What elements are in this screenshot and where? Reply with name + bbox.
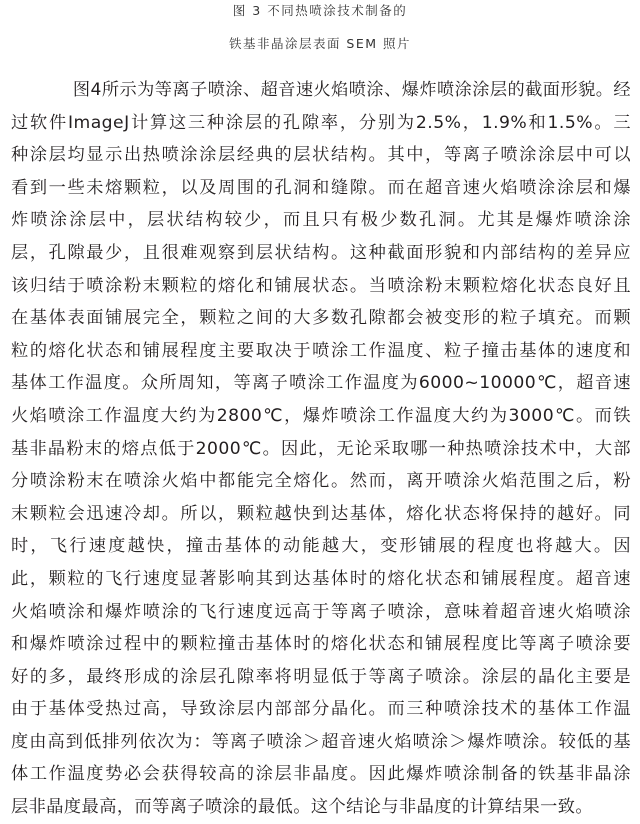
- paragraph-line: 末颗粒会迅速冷却。所以，颗粒越快到达基体，熔化状态将保持的越好。同: [11, 503, 631, 524]
- paragraph-line: 基非晶粉末的熔点低于2000℃。因此，无论采取哪一种热喷涂技术中，大部: [11, 438, 631, 459]
- paragraph-line: 层，孔隙最少，且很难观察到层状结构。这种截面形貌和内部结构的差异应: [11, 242, 631, 263]
- paragraph-line: 火焰喷涂工作温度大约为2800℃，爆炸喷涂工作温度大约为3000℃。而铁: [11, 405, 631, 426]
- paragraph-line: 度由高到低排列依次为：等离子喷涂＞超音速火焰喷涂＞爆炸喷涂。较低的基: [11, 731, 631, 752]
- paragraph-line: 好的多，最终形成的涂层孔隙率将明显低于等离子喷涂。涂层的晶化主要是: [11, 666, 631, 687]
- figure-caption-line-1: 图 3 不同热喷涂技术制备的: [232, 3, 408, 18]
- paragraph-line: 分喷涂粉末在喷涂火焰中都能完全熔化。然而，离开喷涂火焰范围之后，粉: [11, 471, 631, 492]
- paragraph-line: 时，飞行速度越快，撞击基体的动能越大，变形铺展的程度也将越大。因: [11, 536, 631, 557]
- paragraph-line: 由于基体受热过高，导致涂层内部部分晶化。而三种喷涂技术的基体工作温: [11, 699, 631, 720]
- paragraph-line: 层非晶度最高，而等离子喷涂的最低。这个结论与非晶度的计算结果一致。: [11, 797, 594, 818]
- paragraph-line: 过软件ImageJ计算这三种涂层的孔隙率，分别为2.5%，1.9%和1.5%。三: [11, 112, 631, 133]
- paragraph-line: 和爆炸喷涂过程中的颗粒撞击基体时的熔化状态和铺展程度比等离子喷涂要: [11, 634, 631, 655]
- paragraph-line: 炸喷涂涂层中，层状结构较少，而且只有极少数孔洞。尤其是爆炸喷涂涂: [11, 210, 631, 231]
- paragraph-line: 图4所示为等离子喷涂、超音速火焰喷涂、爆炸喷涂涂层的截面形貌。经: [72, 80, 631, 100]
- paragraph-line: 看到一些未熔颗粒，以及周围的孔洞和缝隙。而在超音速火焰喷涂涂层和爆: [11, 177, 631, 198]
- figure-caption-line-2: 铁基非晶涂层表面 SEM 照片: [228, 36, 412, 51]
- paragraph-line: 此，颗粒的飞行速度显著影响其到达基体时的熔化状态和铺展程度。超音速: [11, 568, 631, 589]
- paragraph-line: 基体工作温度。众所周知，等离子喷涂工作温度为6000~10000℃，超音速: [11, 373, 631, 394]
- paragraph-line: 体工作温度势必会获得较高的涂层非晶度。因此爆炸喷涂制备的铁基非晶涂: [11, 764, 631, 785]
- paragraph-line: 火焰喷涂和爆炸喷涂的飞行速度远高于等离子喷涂，意味着超音速火焰喷涂: [11, 601, 631, 622]
- paragraph-line: 该归结于喷涂粉末颗粒的熔化和铺展状态。当喷涂粉末颗粒熔化状态良好且: [11, 275, 631, 296]
- body-paragraph: [11, 74, 631, 824]
- paragraph-line: 粒的熔化状态和铺展程度主要取决于喷涂工作温度、粒子撞击基体的速度和: [11, 340, 631, 361]
- paragraph-line: 在基体表面铺展完全，颗粒之间的大多数孔隙都会被变形的粒子填充。而颗: [11, 308, 631, 329]
- paragraph-line: 种涂层均显示出热喷涂涂层经典的层状结构。其中，等离子喷涂涂层中可以: [11, 145, 631, 166]
